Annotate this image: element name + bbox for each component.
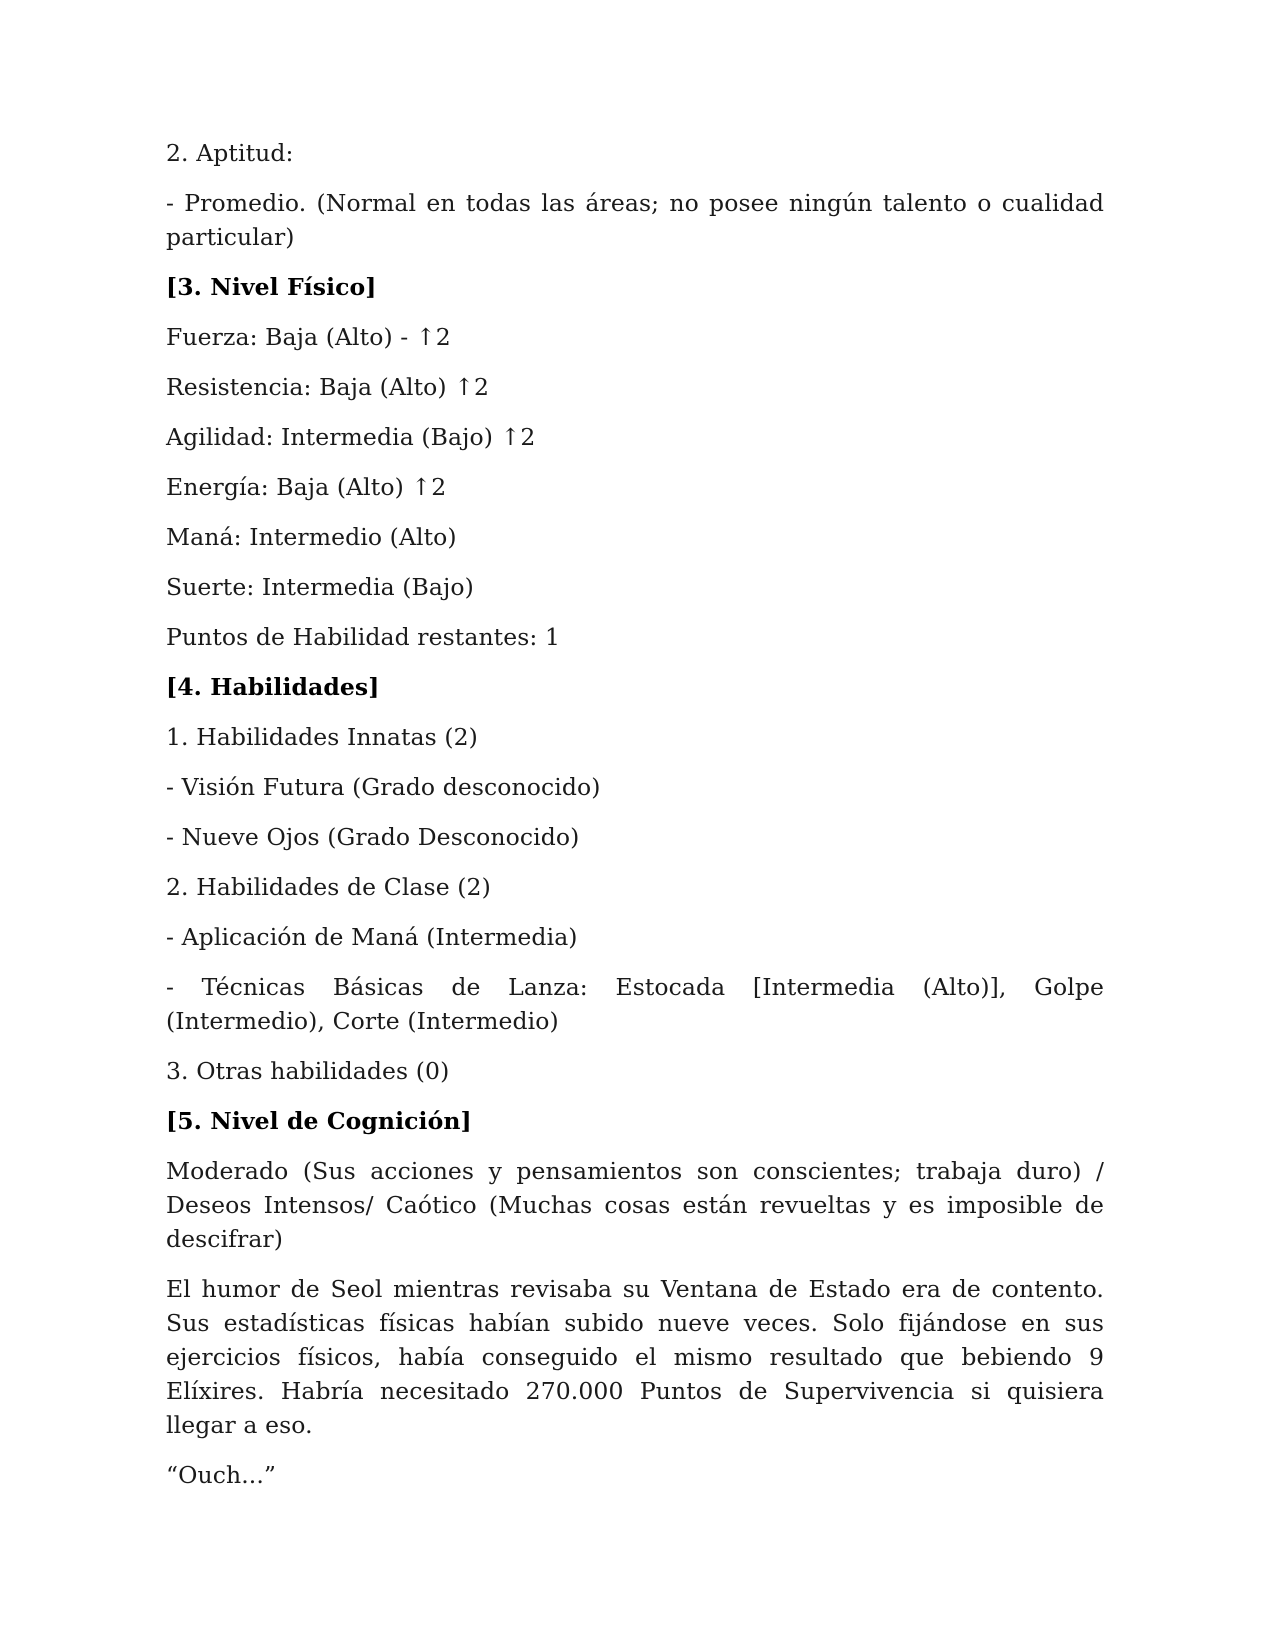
other-skills-label: 3. Otras habilidades (0) [166, 1057, 450, 1085]
class-skills-label: 2. Habilidades de Clase (2) [166, 873, 491, 901]
document-page [166, 136, 1104, 1508]
stat-luck: Suerte: Intermedia (Bajo) [166, 573, 474, 601]
remaining-skill-points: Puntos de Habilidad restantes: 1 [166, 623, 561, 651]
stat-mana: Maná: Intermedio (Alto) [166, 523, 457, 551]
aptitude-value: - Promedio. (Normal en todas las áreas; no posee ningún talento o cualidad particular) [166, 189, 1104, 251]
skill-nine-eyes: - Nueve Ojos (Grado Desconocido) [166, 823, 580, 851]
cognition-value: Moderado (Sus acciones y pensamientos son conscientes; trabaja duro) / Deseos Intensos/ Caótico (Muchas cosas están revueltas y es imposible de descifrar) [166, 1157, 1104, 1253]
skill-future-vision: - Visión Futura (Grado desconocido) [166, 773, 601, 801]
skill-spear-techniques: - Técnicas Básicas de Lanza: Estocada [Intermedia (Alto)], Golpe (Intermedio), Corte (Intermedio) [166, 973, 1104, 1035]
skill-mana-application: - Aplicación de Maná (Intermedia) [166, 923, 578, 951]
narrative-paragraph: El humor de Seol mientras revisaba su Ventana de Estado era de contento. Sus estadísticas físicas habían subido nueve veces. Solo fijándose en sus ejercicios físicos, había conseguido el mismo resultado que bebiendo 9 Elíxires. Habría necesitado 270.000 Puntos de Supervivencia si quisiera llegar a eso. [166, 1275, 1104, 1439]
stat-strength: Fuerza: Baja (Alto) - ↑2 [166, 323, 451, 351]
section-heading-skills: [4. Habilidades] [166, 673, 380, 701]
stat-agility: Agilidad: Intermedia (Bajo) ↑2 [166, 423, 536, 451]
dialogue-line: “Ouch...” [166, 1461, 277, 1489]
innate-skills-label: 1. Habilidades Innatas (2) [166, 723, 478, 751]
stat-endurance: Resistencia: Baja (Alto) ↑2 [166, 373, 490, 401]
aptitude-label: 2. Aptitud: [166, 139, 294, 167]
stat-energy: Energía: Baja (Alto) ↑2 [166, 473, 447, 501]
section-heading-cognition-level: [5. Nivel de Cognición] [166, 1107, 472, 1135]
section-heading-physical-level: [3. Nivel Físico] [166, 273, 377, 301]
